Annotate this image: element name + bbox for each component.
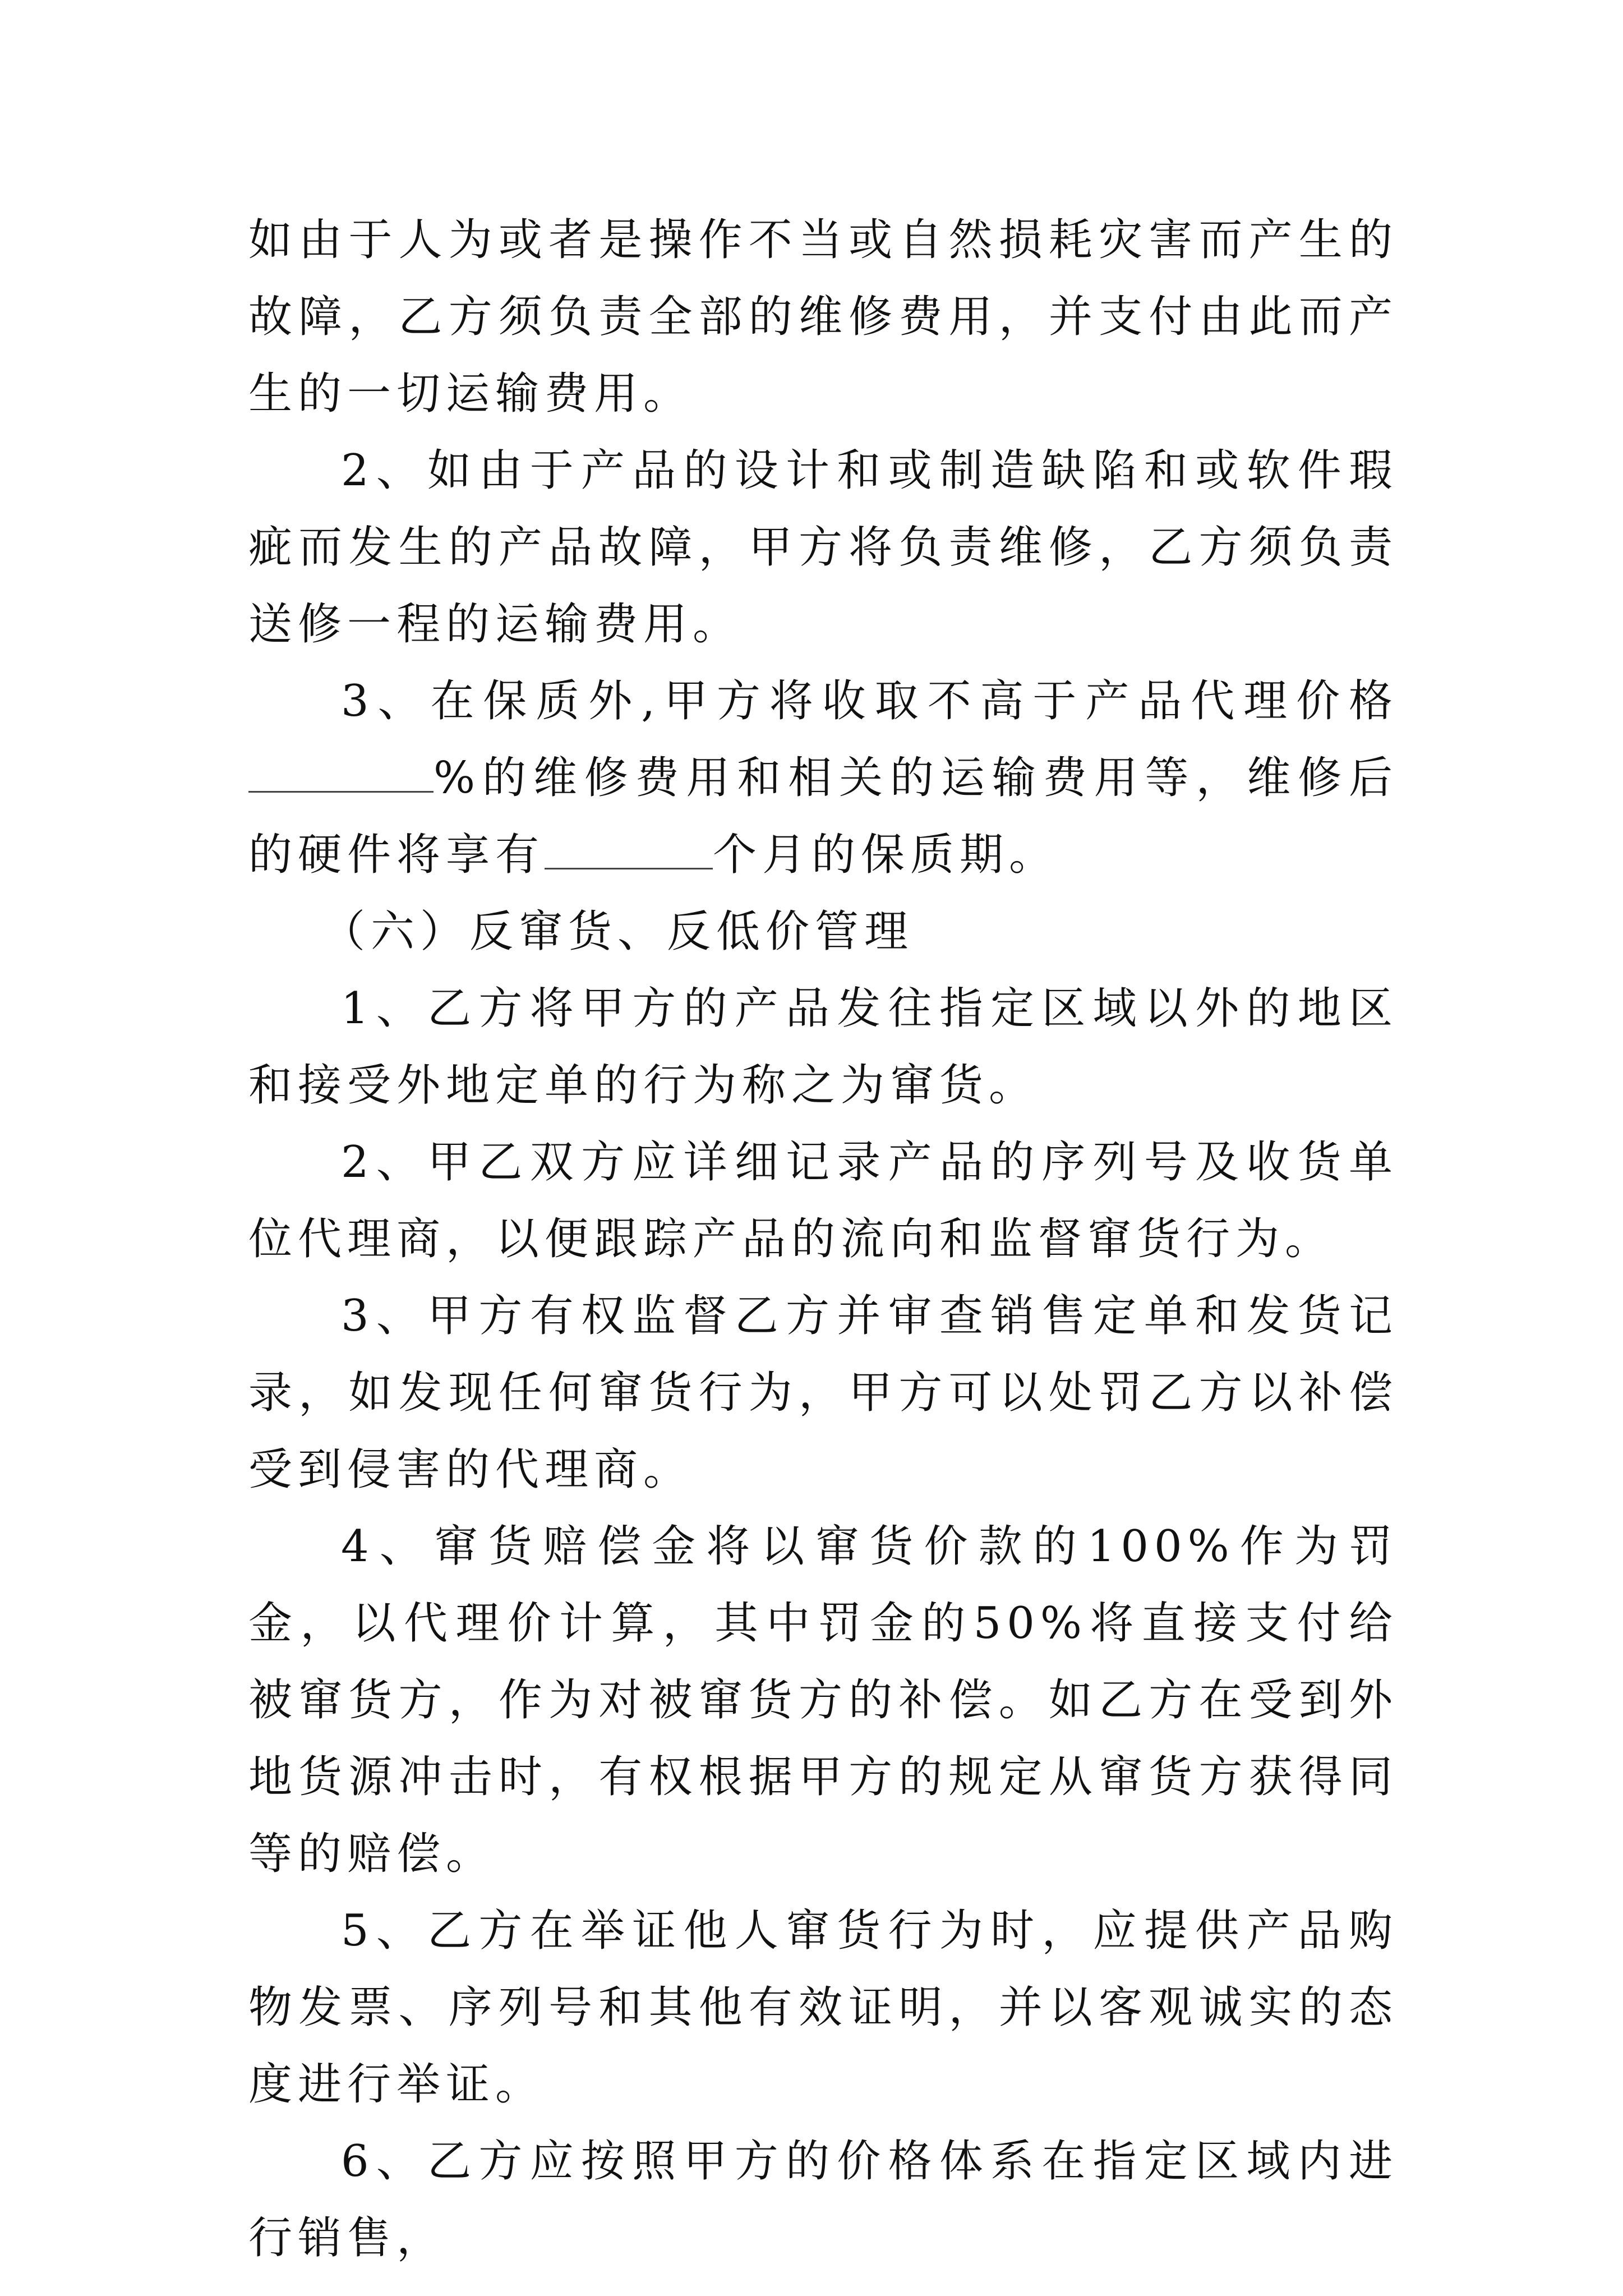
paragraph-out-of-warranty (248, 663, 1398, 894)
paragraph-out-of-warranty-part2: %的维修费用和相关的运输费用等，维修后的硬件将享有 (248, 753, 1398, 880)
paragraph-evidence: 5、乙方在举证他人窜货行为时，应提供产品购物发票、序列号和其他有效证明，并以客观诚实的态度进行举证。 (248, 1906, 1398, 2110)
paragraph-design-defect: 2、如由于产品的设计和或制造缺陷和或软件瑕疵而发生的产品故障，甲方将负责维修，乙方须负责送修一程的运输费用。 (248, 445, 1398, 650)
blank-months (545, 834, 713, 869)
document-body (248, 202, 1398, 2277)
paragraph-serial-record: 2、甲乙双方应详细记录产品的序列号及收货单位代理商，以便跟踪产品的流向和监督窜货行为。 (248, 1137, 1398, 1264)
paragraph-out-of-warranty-part3: 个月的保质期。 (713, 830, 1059, 880)
paragraph-price-system: 6、乙方应按照甲方的价格体系在指定区域内进行销售， (248, 2136, 1398, 2263)
blank-percentage (248, 757, 434, 793)
paragraph-cross-region-definition: 1、乙方将甲方的产品发往指定区域以外的地区和接受外地定单的行为称之为窜货。 (248, 983, 1398, 1111)
section-heading-six: （六）反窜货、反低价管理 (321, 907, 914, 957)
paragraph-fault-cost: 如由于人为或者是操作不当或自然损耗灾害而产生的故障，乙方须负责全部的维修费用，并支付由此而产生的一切运输费用。 (248, 215, 1398, 419)
paragraph-out-of-warranty-part1: 3、在保质外,甲方将收取不高于产品代理价格 (341, 676, 1398, 726)
paragraph-compensation: 4、窜货赔偿金将以窜货价款的100%作为罚金，以代理价计算，其中罚金的50%将直接支付给被窜货方，作为对被窜货方的补偿。如乙方在受到外地货源冲击时，有权根据甲方的规定从窜货方获得同等的赔偿。 (248, 1521, 1398, 1879)
paragraph-supervision: 3、甲方有权监督乙方并审查销售定单和发货记录，如发现任何窜货行为，甲方可以处罚乙方以补偿受到侵害的代理商。 (248, 1291, 1398, 1495)
